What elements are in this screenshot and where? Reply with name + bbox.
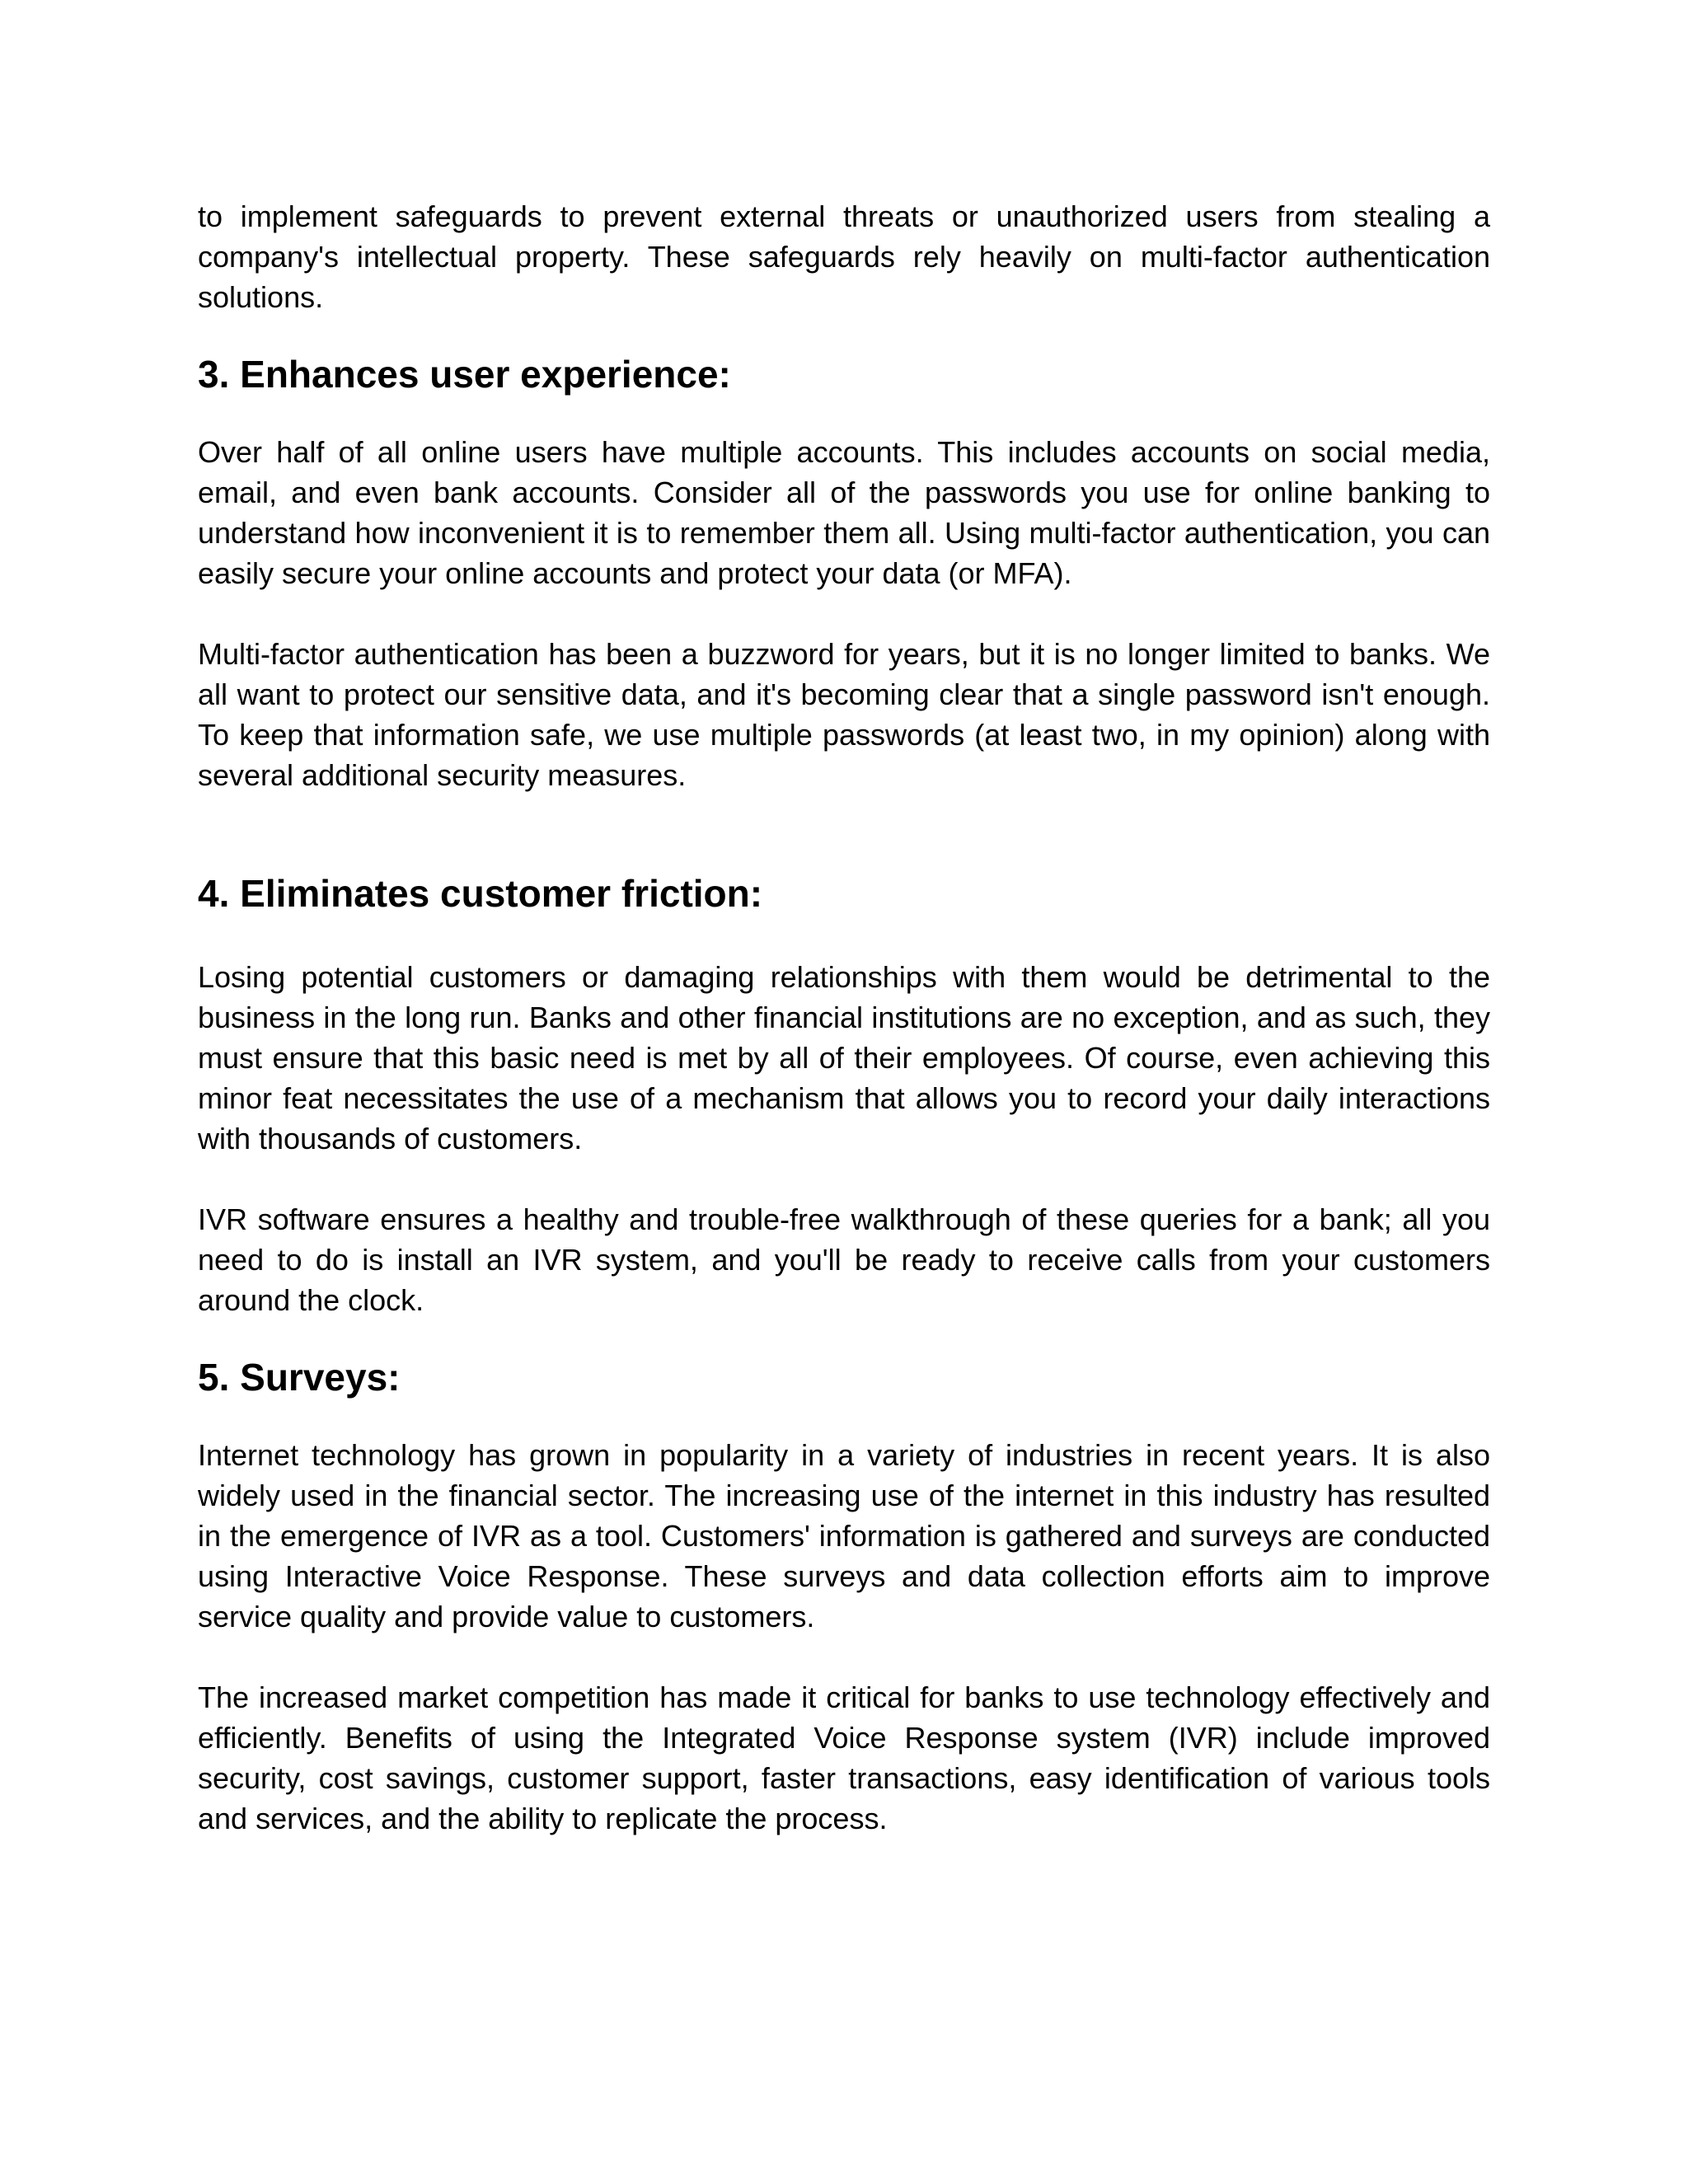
section-heading-surveys: 5. Surveys: bbox=[198, 1356, 401, 1399]
section-5-paragraph-1: Internet technology has grown in popularity in a variety of industries in recent years. It is also widely used in the financial sector. The increasing use of the internet in this industry has resulted in the emergence of IVR as a tool. Customers' information is gathered and surveys are conducted using Interactive Voice Response. These surveys and data collection efforts aim to improve service quality and provide value to customers. bbox=[198, 1438, 1490, 1633]
section-4-paragraph-2: IVR software ensures a healthy and trouble-free walkthrough of these queries for a bank; all you need to do is install an IVR system, and you'll be ready to receive calls from your customers around the clock. bbox=[198, 1202, 1490, 1317]
section-3-paragraph-1: Over half of all online users have multiple accounts. This includes accounts on social media, email, and even bank accounts. Consider all of the passwords you use for online banking to understand how inconvenient it is to remember them all. Using multi-factor authentication, you can easily secure your online accounts and protect your data (or MFA). bbox=[198, 435, 1490, 590]
section-3-paragraph-2: Multi-factor authentication has been a buzzword for years, but it is no longer limited to banks. We all want to protect our sensitive data, and it's becoming clear that a single password isn't enough. To keep that information safe, we use multiple passwords (at least two, in my opinion) along with several additional security measures. bbox=[198, 637, 1490, 792]
section-5-paragraph-2: The increased market competition has made it critical for banks to use technology effectively and efficiently. Benefits of using the Integrated Voice Response system (IVR) include improved security, cost savings, customer support, faster transactions, easy identification of various tools and services, and the ability to replicate the process. bbox=[198, 1680, 1490, 1835]
section-4-paragraph-1: Losing potential customers or damaging relationships with them would be detrimental to the business in the long run. Banks and other financial institutions are no exception, and as such, they must ensure that this basic need is met by all of their employees. Of course, even achieving this minor feat necessitates the use of a mechanism that allows you to record your daily interactions with thousands of customers. bbox=[198, 960, 1490, 1155]
document-page bbox=[198, 196, 1490, 1839]
intro-paragraph: to implement safeguards to prevent external threats or unauthorized users from stealing a company's intellectual property. These safeguards rely heavily on multi-factor authentication solutions. bbox=[198, 199, 1490, 314]
section-heading-enhances-user-experience: 3. Enhances user experience: bbox=[198, 353, 731, 396]
section-heading-eliminates-customer-friction: 4. Eliminates customer friction: bbox=[198, 872, 763, 915]
